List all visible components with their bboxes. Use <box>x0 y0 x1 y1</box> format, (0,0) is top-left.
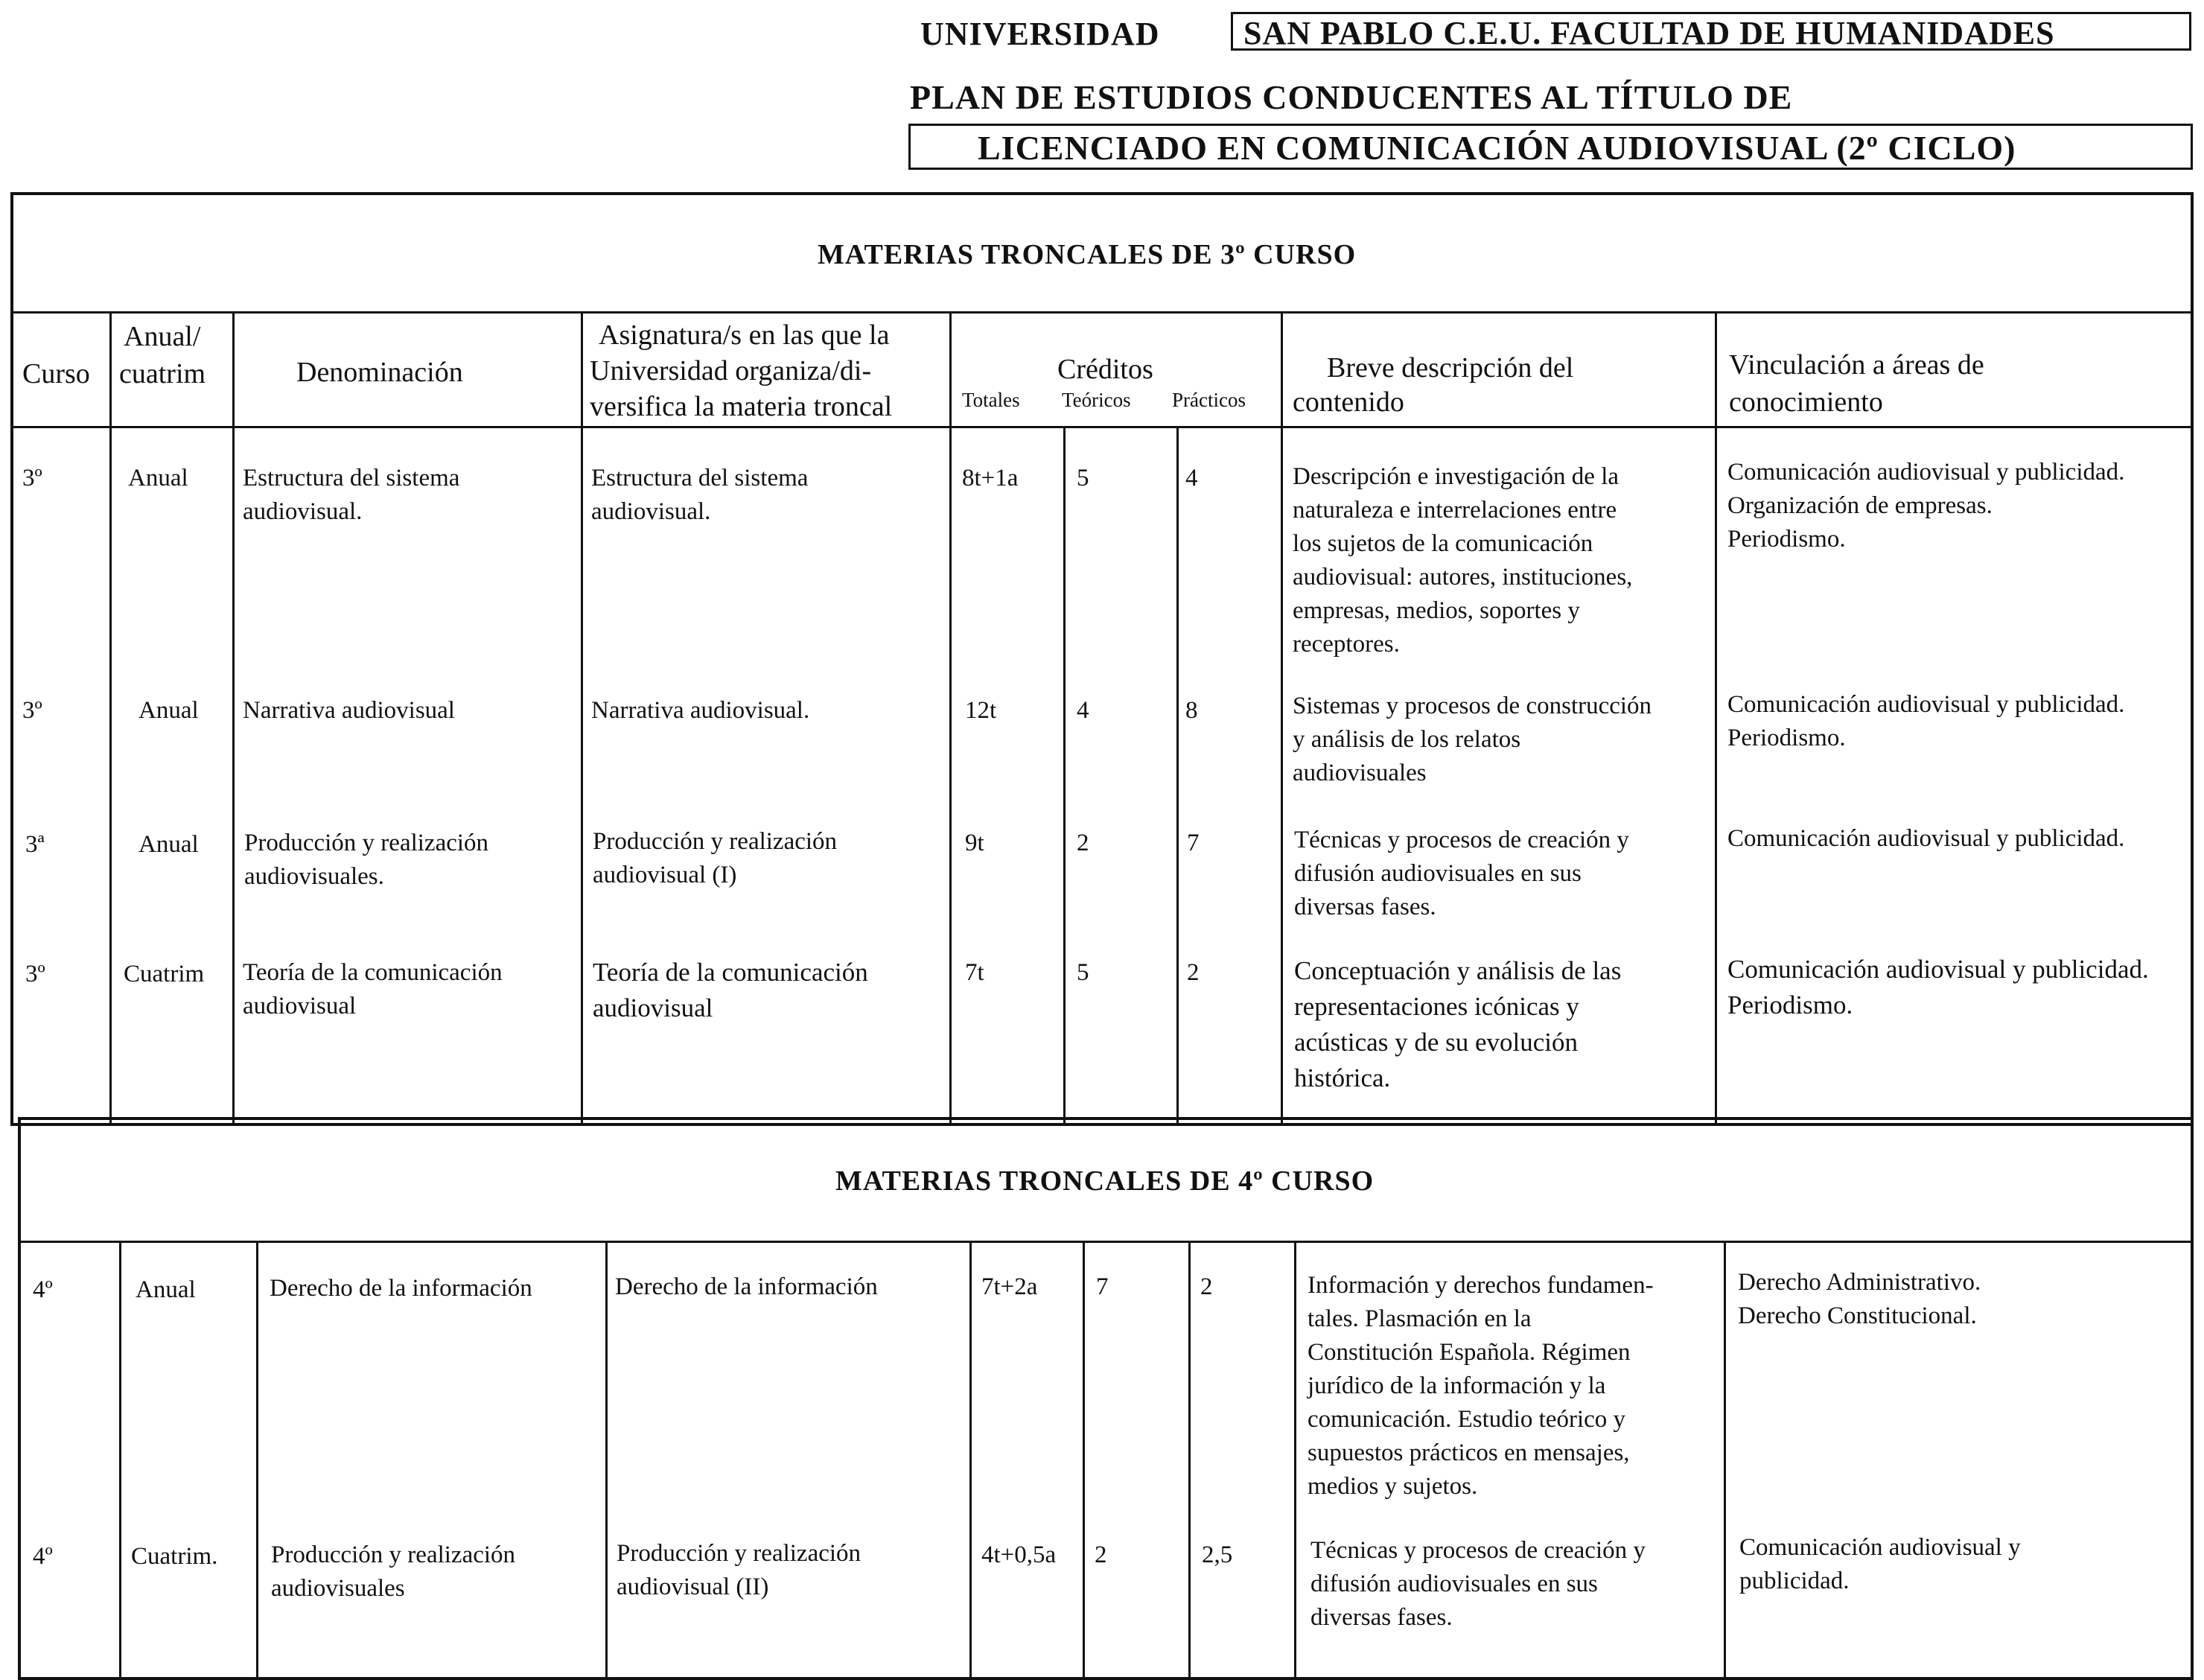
line: Periodismo. <box>1727 990 1853 1019</box>
col-header-practicos: Prácticos <box>1172 389 1246 411</box>
row-vinculacion <box>1727 456 2124 556</box>
line: supuestos prácticos en mensajes, <box>1308 1439 1630 1466</box>
row-descripcion <box>1308 1269 1654 1504</box>
col-header-creditos: Créditos <box>1057 354 1153 385</box>
line: audiovisual <box>243 993 357 1019</box>
line: diversas fases. <box>1310 1604 1453 1631</box>
section4-title: MATERIAS TRONCALES DE 4º CURSO <box>835 1165 1375 1197</box>
row-teoricos: 5 <box>1077 465 1089 491</box>
line: Sistemas y procesos de construcción <box>1293 693 1652 719</box>
row-descripcion <box>1294 953 1621 1096</box>
col-divider <box>109 311 112 1126</box>
col-header-anual: Anual/ <box>124 321 201 352</box>
col-header-teoricos: Teóricos <box>1062 389 1131 411</box>
row-curso: 3º <box>22 465 42 491</box>
col-header-asignatura-3: versifica la materia troncal <box>590 391 893 422</box>
col-header-descripcion-2: contenido <box>1293 386 1404 418</box>
line: diversas fases. <box>1294 894 1436 920</box>
universidad-label: UNIVERSIDAD <box>920 16 1160 52</box>
row-curso: 3ª <box>25 831 45 858</box>
line: medios y sujetos. <box>1308 1473 1478 1500</box>
row-descripcion <box>1293 690 1652 790</box>
row-descripcion <box>1293 460 1632 661</box>
line: empresas, medios, soportes y <box>1293 597 1580 624</box>
line: Descripción e investigación de la <box>1293 463 1619 490</box>
line: Periodismo. <box>1727 725 1846 751</box>
row-practicos: 2 <box>1187 959 1200 986</box>
section3-header-divider <box>10 426 2194 428</box>
col-header-denominacion: Denominación <box>296 357 463 388</box>
row-asignatura <box>593 955 868 1026</box>
row-practicos: 7 <box>1187 830 1200 856</box>
row-denominacion <box>243 956 503 1023</box>
line: Información y derechos fundamen- <box>1308 1272 1654 1299</box>
col-divider <box>1281 311 1283 1126</box>
row-asignatura <box>615 1270 878 1304</box>
col-divider <box>969 1241 972 1680</box>
row-tipo: Anual <box>136 1276 196 1303</box>
row-teoricos: 2 <box>1095 1541 1107 1568</box>
row-asignatura <box>593 825 837 892</box>
line: tales. Plasmación en la <box>1308 1305 1532 1332</box>
col-divider <box>1724 1241 1726 1680</box>
row-totales: 4t+0,5a <box>981 1541 1057 1568</box>
col-divider <box>1294 1241 1296 1680</box>
col-divider <box>1083 1241 1085 1680</box>
row-totales: 7t+2a <box>981 1273 1038 1300</box>
line: Estructura del sistema <box>591 465 809 491</box>
row-totales: 9t <box>965 830 984 856</box>
line: Producción y realización <box>271 1541 516 1568</box>
line: comunicación. Estudio teórico y <box>1308 1406 1626 1433</box>
facultad-box: SAN PABLO C.E.U. FACULTAD DE HUMANIDADES <box>1231 12 2191 51</box>
line: naturaleza e interrelaciones entre <box>1293 497 1617 524</box>
col-divider <box>581 311 583 1126</box>
row-curso: 4º <box>33 1276 53 1303</box>
col-header-asignatura-1: Asignatura/s en las que la <box>599 319 890 351</box>
row-totales: 12t <box>965 697 997 724</box>
line: audiovisuales. <box>244 863 384 890</box>
row-practicos: 4 <box>1185 465 1198 491</box>
line: audiovisual. <box>243 498 363 525</box>
line: audiovisual: autores, instituciones, <box>1293 564 1633 591</box>
line: audiovisual <box>593 993 713 1022</box>
line: Teoría de la comunicación <box>593 958 868 987</box>
line: jurídico de la información y la <box>1308 1372 1606 1399</box>
col-header-totales: Totales <box>962 389 1020 411</box>
line: difusión audiovisuales en sus <box>1310 1571 1598 1597</box>
row-descripcion <box>1294 824 1629 924</box>
row-vinculacion <box>1727 688 2124 755</box>
row-descripcion <box>1310 1534 1646 1635</box>
line: Teoría de la comunicación <box>243 959 503 986</box>
row-denominacion <box>244 827 488 894</box>
row-denominacion <box>270 1272 532 1305</box>
row-vinculacion <box>1727 952 2149 1023</box>
line: Derecho Constitucional. <box>1738 1302 1977 1329</box>
line: acústicas y de su evolución <box>1294 1028 1579 1057</box>
line: Conceptuación y análisis de las <box>1294 956 1622 985</box>
row-vinculacion <box>1739 1531 2021 1598</box>
row-vinculacion <box>1738 1266 1981 1333</box>
line: los sujetos de la comunicación <box>1293 530 1593 557</box>
row-teoricos: 7 <box>1096 1273 1109 1300</box>
line: audiovisual (I) <box>593 862 737 888</box>
col-divider <box>256 1241 258 1680</box>
row-asignatura <box>591 462 808 529</box>
line: Producción y realización <box>244 830 489 856</box>
line: Estructura del sistema <box>243 465 460 491</box>
row-teoricos: 2 <box>1077 830 1089 856</box>
row-asignatura <box>617 1537 861 1604</box>
titulo-box: LICENCIADO EN COMUNICACIÓN AUDIOVISUAL (2º CICLO) <box>908 124 2193 170</box>
row-curso: 3º <box>25 961 45 987</box>
col-divider <box>1063 426 1066 1126</box>
col-divider <box>1715 311 1717 1126</box>
row-practicos: 2 <box>1200 1273 1213 1300</box>
section3-title: MATERIAS TRONCALES DE 3º CURSO <box>818 239 1357 270</box>
col-divider <box>119 1241 121 1680</box>
line: Comunicación audiovisual y publicidad. <box>1727 691 2125 718</box>
line: audiovisual (II) <box>617 1574 769 1600</box>
row-tipo: Cuatrim. <box>131 1543 218 1570</box>
line: Periodismo. <box>1727 526 1846 553</box>
line: representaciones icónicas y <box>1294 992 1579 1021</box>
row-denominacion <box>271 1539 515 1606</box>
col-divider <box>1188 1241 1191 1680</box>
row-totales: 7t <box>965 959 984 986</box>
line: Técnicas y procesos de creación y <box>1310 1537 1646 1564</box>
line: Organización de empresas. <box>1727 492 1993 519</box>
line: Comunicación audiovisual y <box>1739 1534 2021 1561</box>
line: audiovisuales <box>271 1575 405 1602</box>
row-vinculacion <box>1727 822 2124 856</box>
col-header-asignatura-2: Universidad organiza/di- <box>590 355 872 386</box>
section4-title-divider <box>18 1241 2194 1243</box>
col-divider <box>949 311 952 1126</box>
row-teoricos: 4 <box>1077 697 1089 724</box>
line: Técnicas y procesos de creación y <box>1294 827 1629 853</box>
row-teoricos: 5 <box>1077 959 1089 986</box>
line: Comunicación audiovisual y publicidad. <box>1727 825 2125 852</box>
col-header-descripcion-1: Breve descripción del <box>1327 352 1574 384</box>
col-divider <box>605 1241 608 1680</box>
line: Derecho de la información <box>270 1275 532 1302</box>
row-practicos: 2,5 <box>1202 1541 1233 1568</box>
row-asignatura <box>591 694 809 728</box>
line: Derecho Administrativo. <box>1738 1269 1981 1296</box>
col-header-vinculacion-2: conocimiento <box>1729 386 1883 418</box>
row-tipo: Anual <box>138 697 199 724</box>
row-curso: 3º <box>22 697 42 724</box>
line: Narrativa audiovisual. <box>591 697 810 724</box>
line: y análisis de los relatos <box>1293 726 1521 753</box>
col-header-cuatrim: cuatrim <box>119 358 206 389</box>
line: Producción y realización <box>593 828 838 855</box>
row-totales: 8t+1a <box>962 465 1019 491</box>
row-denominacion <box>243 694 455 728</box>
line: Producción y realización <box>617 1540 861 1567</box>
col-header-vinculacion-1: Vinculación a áreas de <box>1729 349 1984 381</box>
row-curso: 4º <box>33 1543 53 1570</box>
line: audiovisuales <box>1293 760 1427 786</box>
section3-title-divider <box>10 311 2194 314</box>
line: Comunicación audiovisual y publicidad. <box>1727 459 2125 486</box>
line: audiovisual. <box>591 498 711 525</box>
col-divider <box>1176 426 1179 1126</box>
row-denominacion <box>243 462 459 529</box>
line: Derecho de la información <box>615 1273 878 1300</box>
row-tipo: Cuatrim <box>124 961 205 987</box>
line: histórica. <box>1294 1063 1391 1092</box>
col-divider <box>232 311 235 1126</box>
line: Constitución Española. Régimen <box>1308 1339 1631 1366</box>
row-tipo: Anual <box>128 465 188 491</box>
line: Narrativa audiovisual <box>243 697 455 724</box>
col-header-curso: Curso <box>22 358 90 389</box>
line: difusión audiovisuales en sus <box>1294 860 1582 887</box>
line: Comunicación audiovisual y publicidad. <box>1727 955 2149 984</box>
row-tipo: Anual <box>138 831 199 858</box>
plan-title: PLAN DE ESTUDIOS CONDUCENTES AL TÍTULO DE <box>910 78 1793 116</box>
line: receptores. <box>1293 631 1400 658</box>
line: publicidad. <box>1739 1568 1850 1594</box>
row-practicos: 8 <box>1185 697 1198 724</box>
